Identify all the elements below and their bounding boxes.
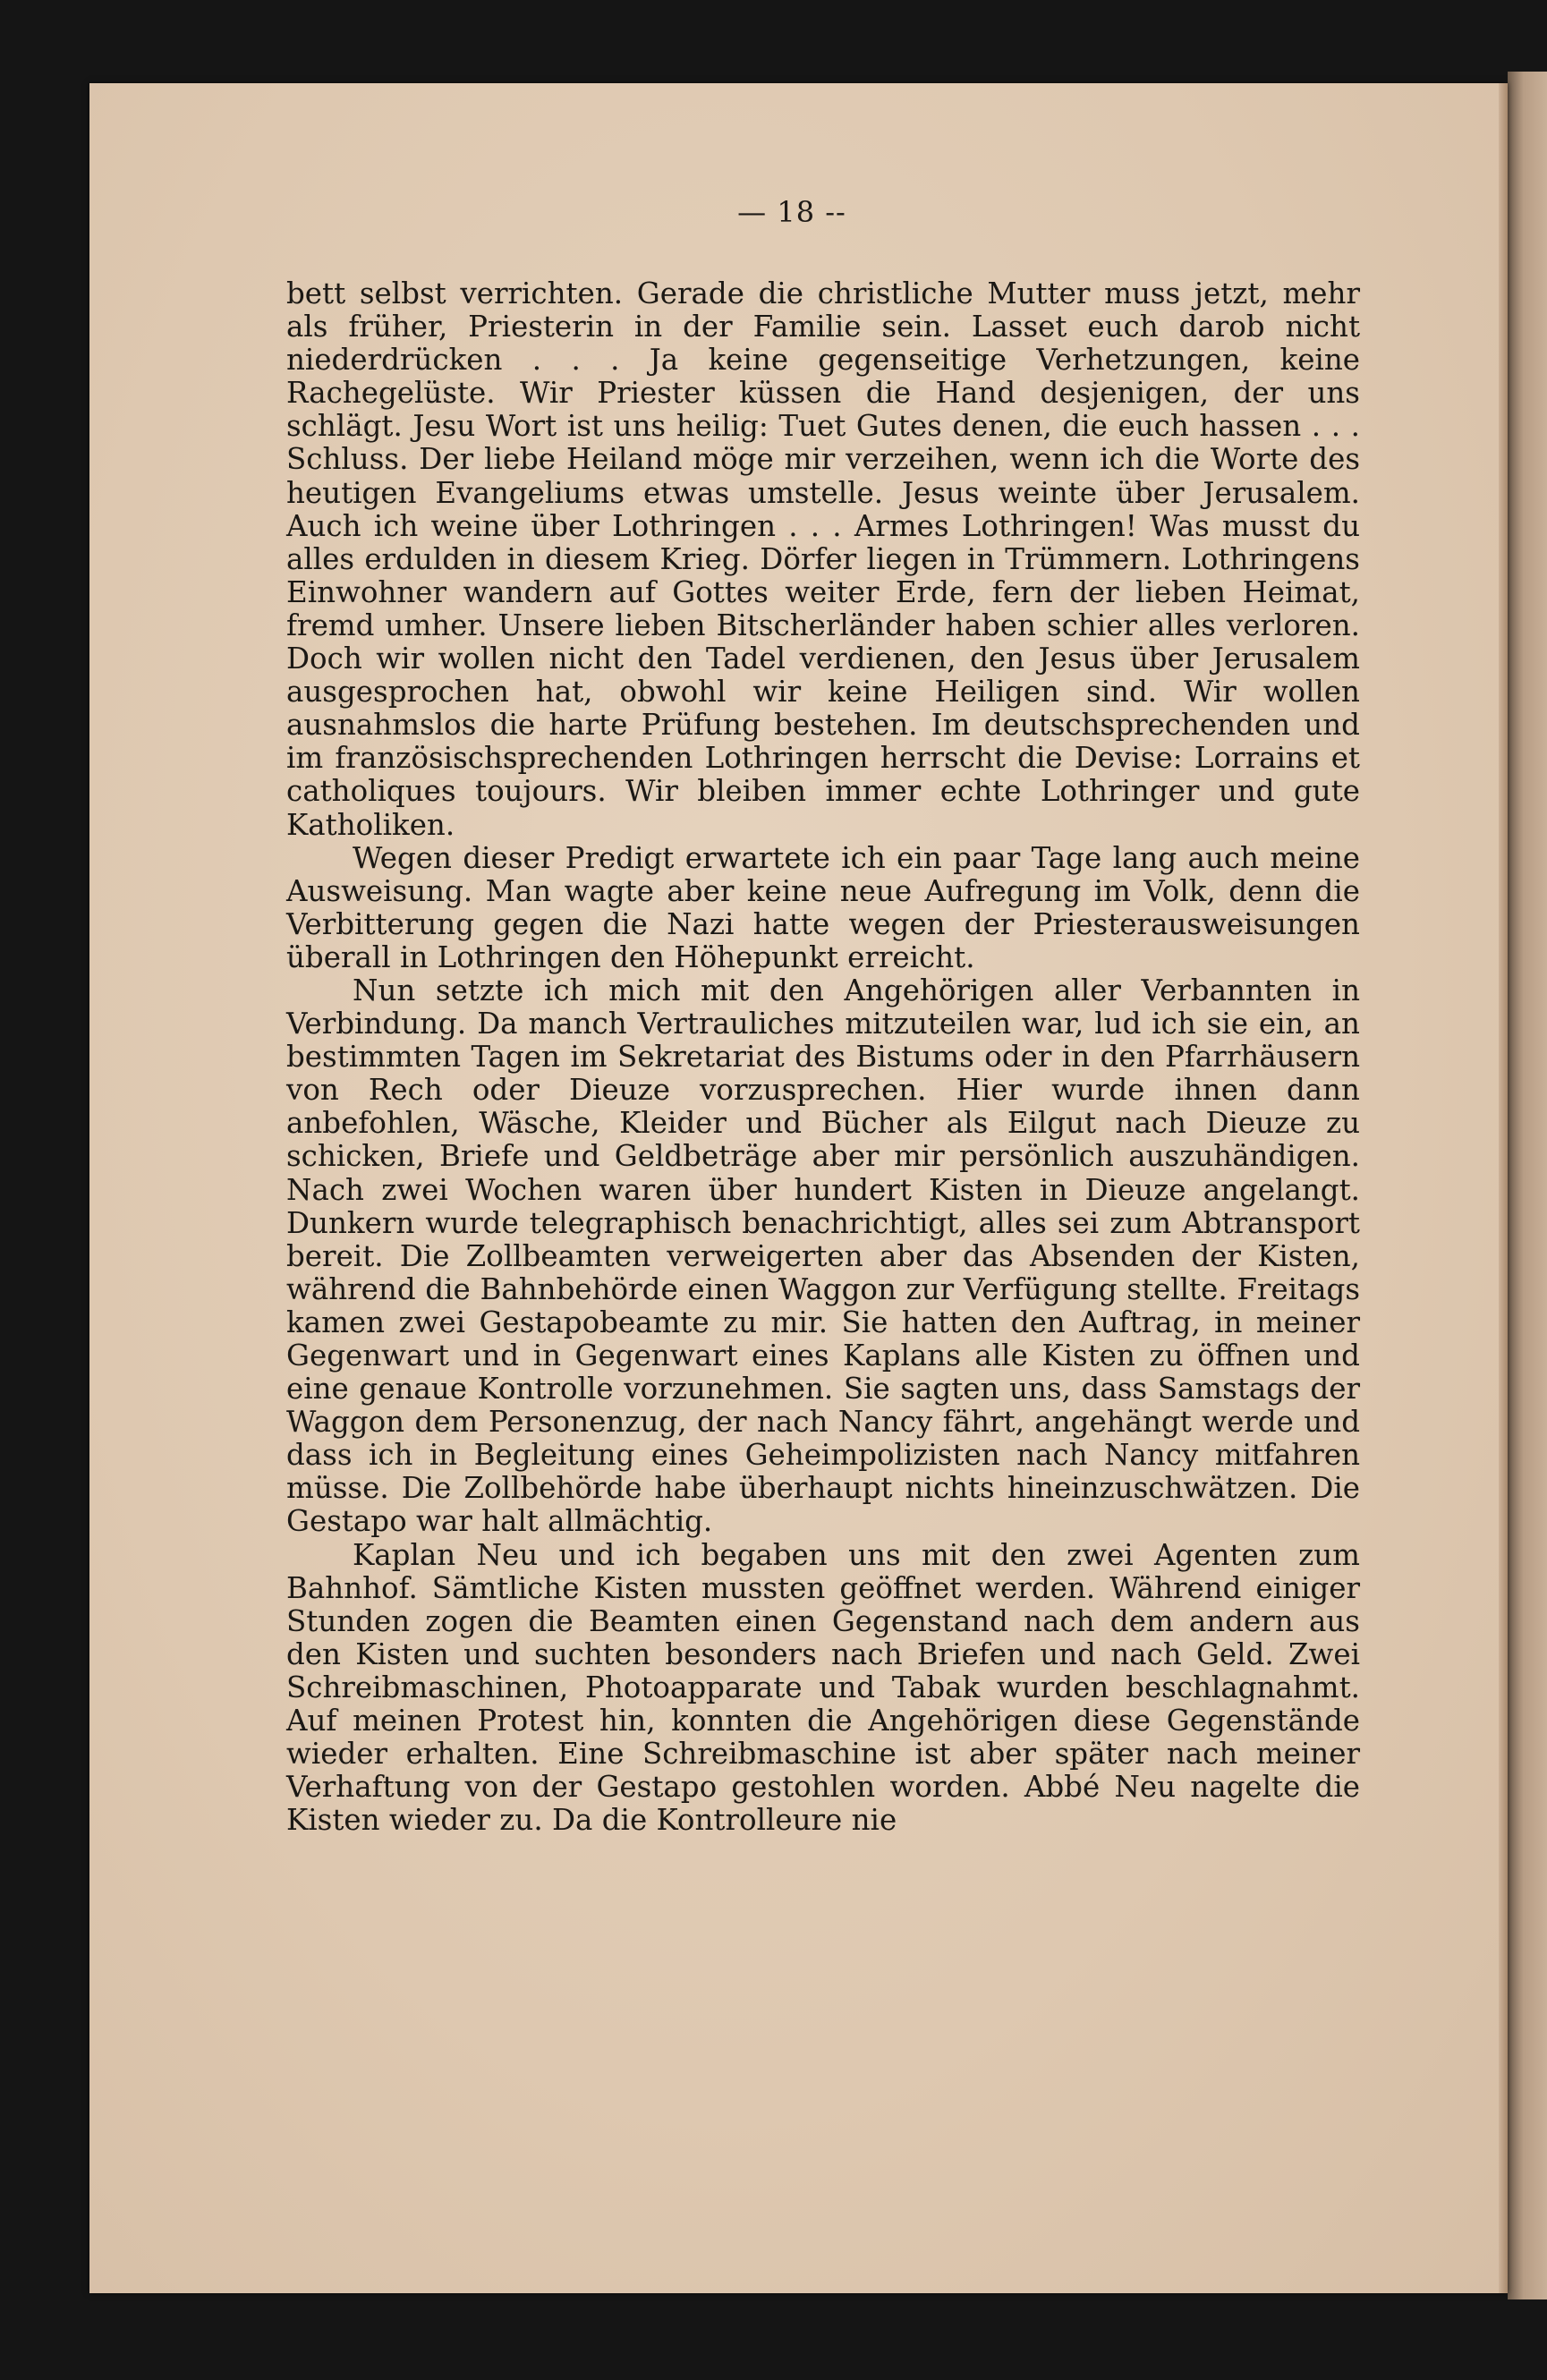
page-number: — 18 -- [737, 195, 846, 229]
body-text [286, 277, 1360, 1837]
paragraph-3: Nun setzte ich mich mit den Angehörigen aller Verbannten in Verbindung. Da manch Vertrauliches mitzuteilen war, lud ich sie ein, an bestimmten Tagen im Sekretariat des Bistums oder in den Pfarrhäusern von Rech oder Dieuze vorzusprechen. Hier wurde ihnen dann anbefohlen, Wäsche, Kleider und Bücher als Eilgut nach Dieuze zu schicken, Briefe und Geldbeträge aber mir persönlich auszuhändigen. Nach zwei Wochen waren über hundert Kisten in Dieuze angelangt. Dunkern wurde telegraphisch benachrichtigt, alles sei zum Abtransport bereit. Die Zollbeamten verweigerten aber das Absenden der Kisten, während die Bahnbehörde einen Waggon zur Verfügung stellte. Freitags kamen zwei Gestapobeamte zu mir. Sie hatten den Auftrag, in meiner Gegenwart und in Gegenwart eines Kaplans alle Kisten zu öffnen und eine genaue Kontrolle vorzunehmen. Sie sagten uns, dass Samstags der Waggon dem Personenzug, der nach Nancy fährt, angehängt werde und dass ich in Begleitung eines Geheimpolizisten nach Nancy mitfahren müsse. Die Zollbehörde habe überhaupt nichts hineinzuschwätzen. Die Gestapo war halt allmächtig. [286, 973, 1360, 1539]
paragraph-4: Kaplan Neu und ich begaben uns mit den zwei Agenten zum Bahnhof. Sämtliche Kisten mussten geöffnet werden. Während einiger Stunden zogen die Beamten einen Gegenstand nach dem andern aus den Kisten und suchten besonders nach Briefen und nach Geld. Zwei Schreibmaschinen, Photoapparate und Tabak wurden beschlagnahmt. Auf meinen Protest hin, konnten die Angehörigen diese Gegenstände wieder erhalten. Eine Schreibmaschine ist aber später nach meiner Verhaftung von der Gestapo gestohlen worden. Abbé Neu nagelte die Kisten wieder zu. Da die Kontrolleure nie [286, 1537, 1360, 1838]
adjacent-page-edge [1508, 72, 1547, 2299]
page-edge-shadow [1499, 83, 1508, 2293]
paragraph-1: bett selbst verrichten. Gerade die christliche Mutter muss jetzt, mehr als früher, Priesterin in der Familie sein. Lasset euch darob nicht niederdrücken . . . Ja keine gegenseitige Verhetzungen, keine Rachegelüste. Wir Priester küssen die Hand desjenigen, der uns schlägt. Jesu Wort ist uns heilig: Tuet Gutes denen, die euch hassen . . . Schluss. Der liebe Heiland möge mir verzeihen, wenn ich die Worte des heutigen Evangeliums etwas umstelle. Jesus weinte über Jerusalem. Auch ich weine über Lothringen . . . Armes Lothringen! Was musst du alles erdulden in diesem Krieg. Dörfer liegen in Trümmern. Lothringens Einwohner wandern auf Gottes weiter Erde, fern der lieben Heimat, fremd umher. Unsere lieben Bitscherländer haben schier alles verloren. Doch wir wollen nicht den Tadel verdienen, den Jesus über Jerusalem ausgesprochen hat, obwohl wir keine Heiligen sind. Wir wollen ausnahmslos die harte Prüfung bestehen. Im deutschsprechenden und im französischsprechenden Lothringen herrscht die Devise: Lorrains et catholiques toujours. Wir bleiben immer echte Lothringer und gute Katholiken. [286, 276, 1360, 842]
paragraph-2: Wegen dieser Predigt erwartete ich ein paar Tage lang auch meine Ausweisung. Man wagte aber keine neue Aufregung im Volk, denn die Verbitterung gegen die Nazi hatte wegen der Priesterausweisungen überall in Lothringen den Höhepunkt erreicht. [286, 840, 1360, 974]
